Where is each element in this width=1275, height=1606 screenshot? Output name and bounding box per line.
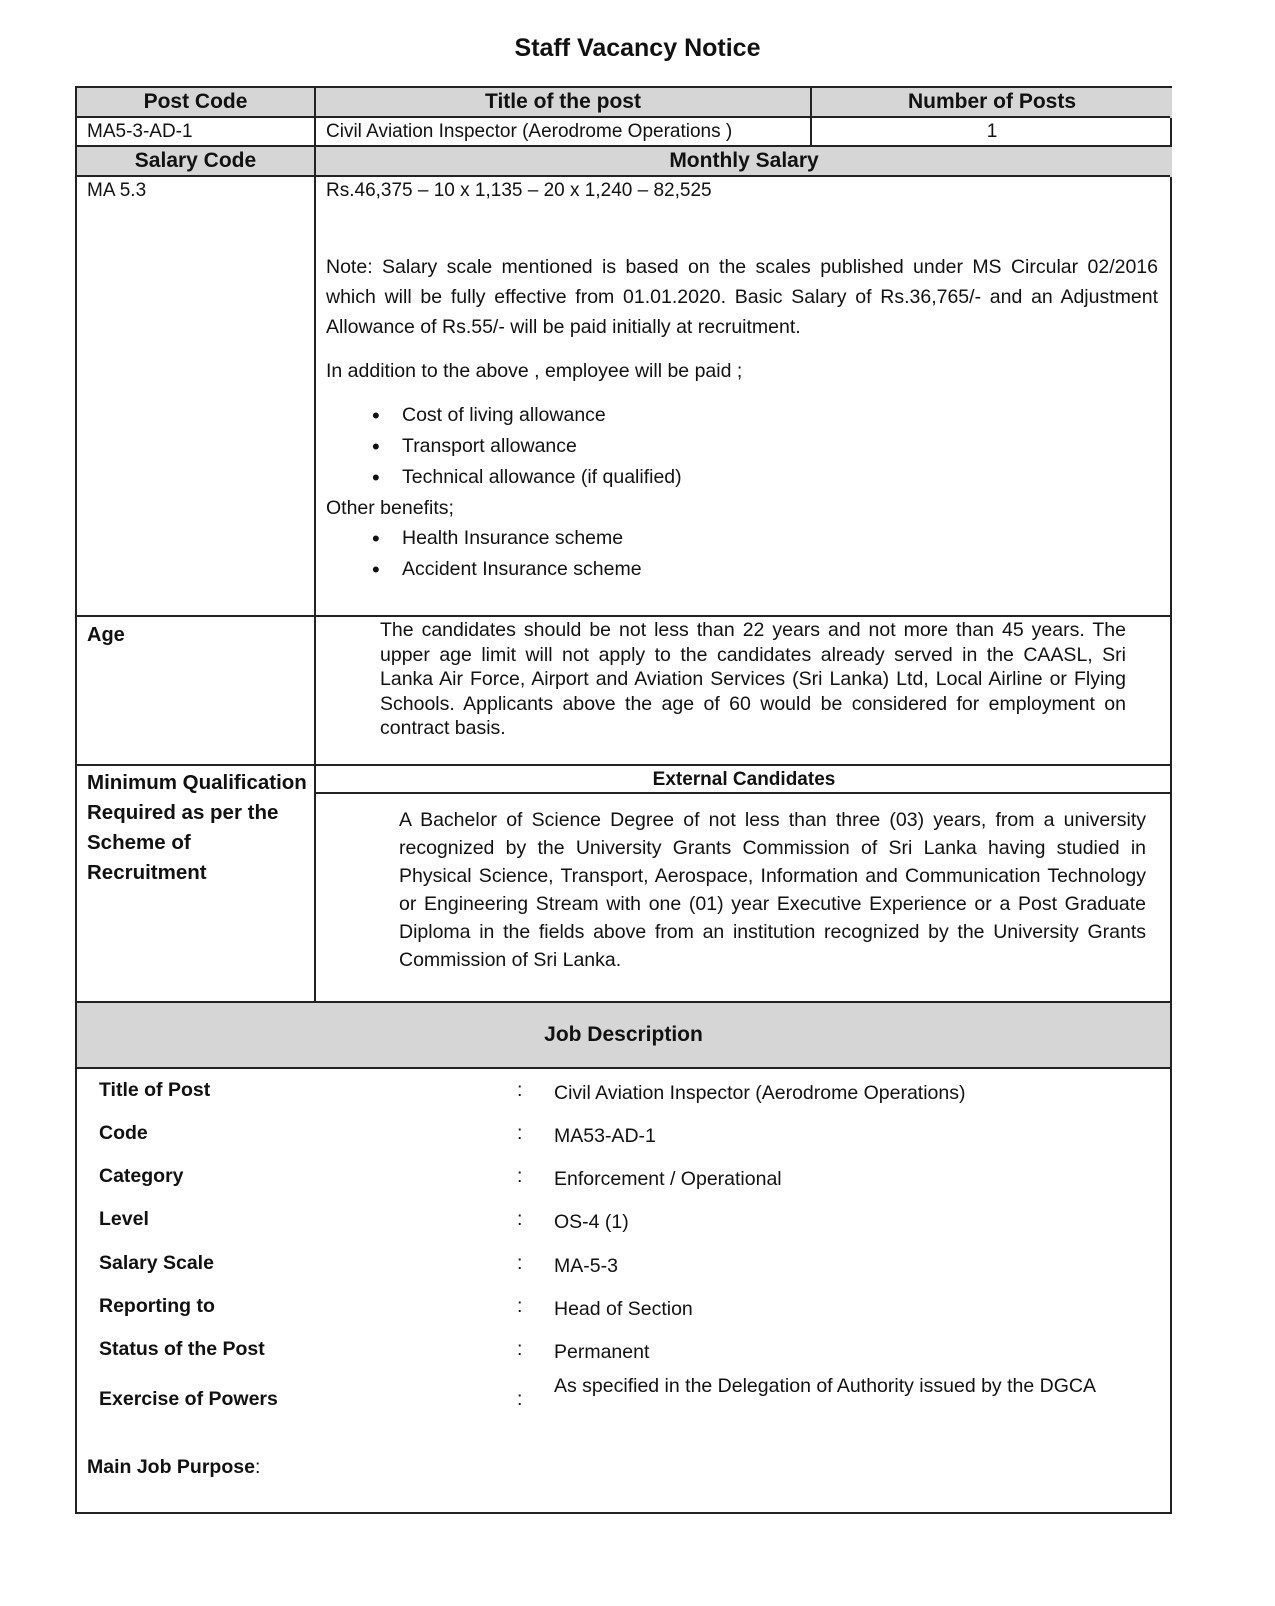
main-job-purpose-colon: : bbox=[254, 1456, 261, 1478]
divider bbox=[77, 764, 1170, 766]
num-posts-value: 1 bbox=[986, 121, 998, 142]
addition-intro: In addition to the above , employee will be paid ; bbox=[326, 360, 743, 382]
jd-colon: : bbox=[517, 1165, 523, 1187]
jd-colon: : bbox=[517, 1208, 523, 1230]
jd-colon: : bbox=[517, 1388, 523, 1410]
jd-row-powers bbox=[99, 1372, 1159, 1432]
external-candidates-header: External Candidates bbox=[652, 769, 836, 790]
jd-colon: : bbox=[517, 1338, 523, 1360]
list-item: • Accident Insurance scheme bbox=[326, 554, 1158, 585]
jd-label: Reporting to bbox=[99, 1295, 215, 1317]
jd-value: As specified in the Delegation of Authority issued by the DGCA bbox=[554, 1375, 1096, 1397]
jd-colon: : bbox=[517, 1079, 523, 1101]
post-code-header: Post Code bbox=[77, 88, 314, 118]
jd-colon: : bbox=[517, 1252, 523, 1274]
job-description-header: Job Description bbox=[77, 1003, 1170, 1069]
vacancy-table bbox=[75, 86, 1172, 1514]
monthly-salary-header: Monthly Salary bbox=[316, 147, 1172, 177]
num-posts-header: Number of Posts bbox=[812, 88, 1172, 118]
jd-label: Category bbox=[99, 1165, 184, 1187]
title-header: Title of the post bbox=[316, 88, 810, 118]
page-title: Staff Vacancy Notice bbox=[514, 34, 761, 62]
title-value: Civil Aviation Inspector (Aerodrome Operations ) bbox=[326, 121, 733, 142]
divider bbox=[77, 145, 1170, 147]
main-job-purpose-label: Main Job Purpose bbox=[87, 1456, 255, 1478]
salary-scale: Rs.46,375 – 10 x 1,135 – 20 x 1,240 – 82,525 bbox=[326, 180, 712, 201]
other-benefits-intro: Other benefits; bbox=[326, 497, 454, 519]
jd-value: Head of Section bbox=[554, 1298, 693, 1320]
jd-label: Code bbox=[99, 1122, 148, 1144]
jd-colon: : bbox=[517, 1122, 523, 1144]
post-code-value: MA5-3-AD-1 bbox=[87, 121, 193, 142]
jd-value: Permanent bbox=[554, 1341, 650, 1363]
divider bbox=[77, 175, 1170, 177]
divider bbox=[77, 1067, 1170, 1069]
jd-label: Salary Scale bbox=[99, 1252, 214, 1274]
divider bbox=[314, 792, 1170, 794]
allowances-list bbox=[326, 400, 1158, 493]
jd-label: Level bbox=[99, 1208, 149, 1230]
main-job-purpose bbox=[87, 1456, 260, 1479]
list-item: • Transport allowance bbox=[326, 431, 1158, 462]
jd-value: OS-4 (1) bbox=[554, 1211, 629, 1233]
age-text: The candidates should be not less than 22 years and not more than 45 years. The upper age limit will not apply to the candidates already served in the CAASL, Sri Lanka Air Force, Airport and Aviation Services (Sri Lanka) Ltd, Local Airline or Flying Schools. Applicants above the age of 60 would be considered for employment on contract basis. bbox=[380, 619, 1126, 740]
jd-label: Title of Post bbox=[99, 1079, 211, 1101]
jd-value: MA-5-3 bbox=[554, 1255, 618, 1277]
age-label: Age bbox=[87, 624, 125, 646]
list-item: • Cost of living allowance bbox=[326, 400, 1158, 431]
qualification-label: Minimum Qualification Required as per the Scheme of Recruitment bbox=[87, 771, 307, 884]
qualification-text: A Bachelor of Science Degree of not less than three (03) years, from a university recognized by the University Grants Commission of Sri Lanka having studied in Physical Science, Transport, Aerospace, Information and Communication Technology or Engineering Stream with one (01) year Executive Experience or a Post Graduate Diploma in the fields above from an institution recognized by the University Grants Commission of Sri Lanka. bbox=[399, 809, 1146, 971]
salary-code-header: Salary Code bbox=[77, 147, 314, 177]
divider bbox=[77, 116, 1170, 118]
divider bbox=[810, 88, 812, 147]
jd-label: Status of the Post bbox=[99, 1338, 265, 1360]
jd-colon: : bbox=[517, 1295, 523, 1317]
salary-note: Note: Salary scale mentioned is based on the scales published under MS Circular 02/2016 which will be fully effective from 01.01.2020. Basic Salary of Rs.36,765/- and an Adjustment Allowance of Rs.55/- will be paid initially at recruitment. bbox=[326, 256, 1158, 338]
list-item: • Technical allowance (if qualified) bbox=[326, 462, 1158, 493]
divider bbox=[77, 1001, 1170, 1003]
salary-details bbox=[326, 180, 1158, 585]
salary-code-value: MA 5.3 bbox=[87, 180, 147, 201]
benefits-list bbox=[326, 523, 1158, 585]
jd-value: Civil Aviation Inspector (Aerodrome Operations) bbox=[554, 1082, 966, 1104]
divider bbox=[314, 88, 316, 1003]
divider bbox=[77, 615, 1170, 617]
list-item: • Health Insurance scheme bbox=[326, 523, 1158, 554]
jd-label: Exercise of Powers bbox=[99, 1388, 278, 1410]
jd-value: MA53-AD-1 bbox=[554, 1125, 656, 1147]
jd-value: Enforcement / Operational bbox=[554, 1168, 782, 1190]
